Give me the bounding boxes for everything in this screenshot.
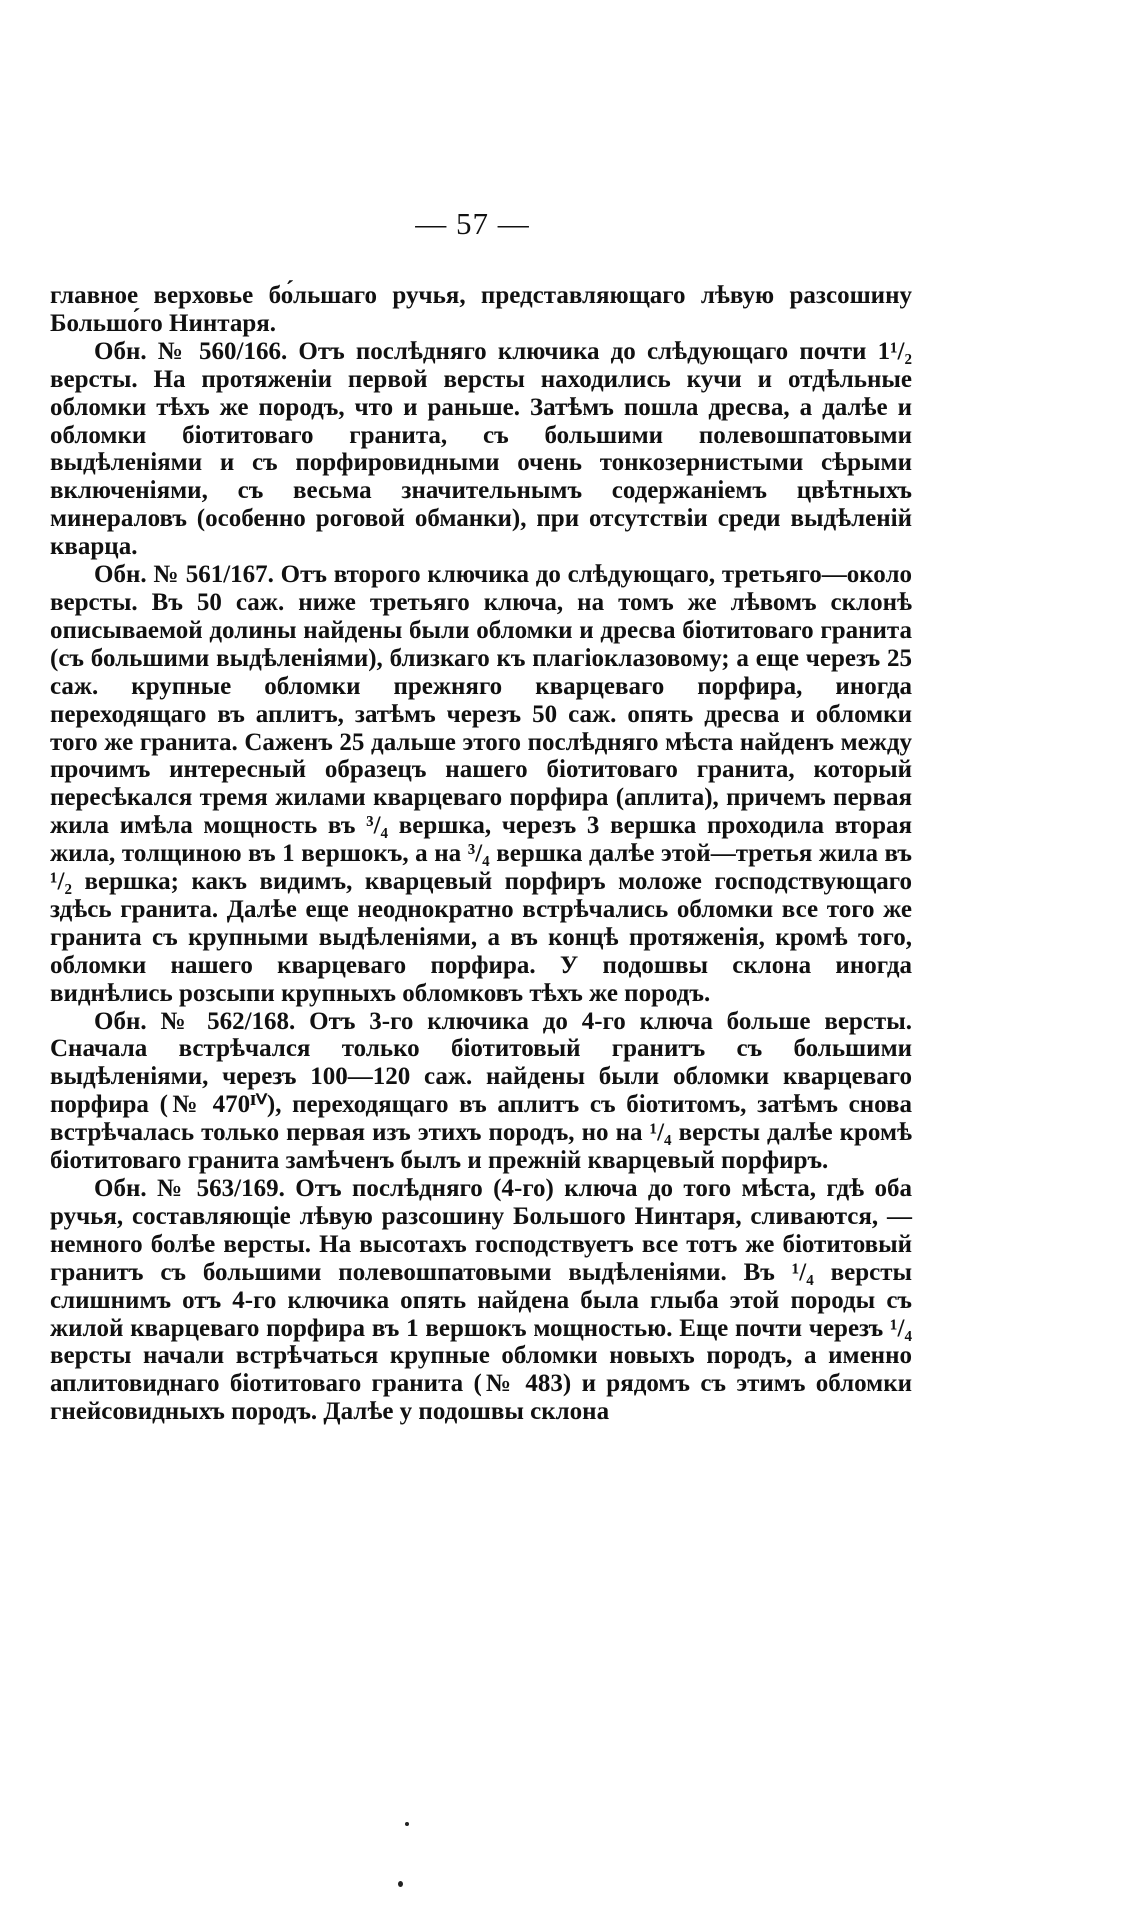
paragraph-obn-560: Обн. № 560/166. Отъ послѣдняго ключика до слѣдующаго почти 1¹/₂ версты. На протяженіи первой версты находились кучи и отдѣльные обломки тѣхъ же породъ, что и раньше. Затѣмъ пошла дресва, а далѣе и обломки біотитоваго гранита, съ большими полевошпатовыми выдѣленіями и съ порфировидными очень тонкозернистыми сѣрыми включеніями, съ весьма значительнымъ содержаніемъ цвѣтныхъ минераловъ (особенно роговой обманки), при отсутствіи среди выдѣленій кварца. [50, 337, 912, 561]
paragraph-obn-561: Обн. № 561/167. Отъ второго ключика до слѣдующаго, третьяго—около версты. Въ 50 саж. ниже третьяго ключа, на томъ же лѣвомъ склонѣ описываемой долины найдены были обломки и дресва біотитоваго гранита (съ большими выдѣленіями), близкаго къ плагіоклазовому; а еще черезъ 25 саж. крупные обломки прежняго кварцеваго порфира, иногда переходящаго въ аплитъ, затѣмъ черезъ 50 саж. опять дресва и обломки того же гранита. Саженъ 25 дальше этого послѣдняго мѣста найденъ между прочимъ интересный образецъ нашего біотитоваго гранита, который пересѣкался тремя жилами кварцеваго порфира (аплита), причемъ первая жила имѣла мощность въ ³/₄ вершка, черезъ 3 вершка проходила вторая жила, толщиною въ 1 вершокъ, а на ³/₄ вершка далѣе этой—третья жила въ ¹/₂ вершка; какъ видимъ, кварцевый порфиръ моложе господствующаго здѣсь гранита. Далѣе еще неоднократно встрѣчались обломки все того же гранита съ крупными выдѣленіями, а въ концѣ протяженія, кромѣ того, обломки нашего кварцеваго порфира. У подошвы склона иногда виднѣлись розсыпи крупныхъ обломковъ тѣхъ же породъ. [50, 561, 912, 1007]
paragraph-continuation: главное верховье бо́льшаго ручья, представляющаго лѣвую разсошину Большо́го Нинтаря. [50, 282, 912, 337]
print-speck [405, 1822, 409, 1826]
paragraph-obn-563: Обн. № 563/169. Отъ послѣдняго (4-го) ключа до того мѣста, гдѣ оба ручья, составляющіе лѣвую разсошину Большого Нинтаря, сливаются, — немного болѣе версты. На высотахъ господствуетъ все тотъ же біотитовый гранитъ съ большими полевошпатовыми выдѣленіями. Въ ¹/₄ версты слишнимъ отъ 4-го ключика опять найдена была глыба этой породы съ жилой кварцеваго порфира въ 1 вершокъ мощностью. Еще почти черезъ ¹/₄ версты начали встрѣчаться крупные обломки новыхъ породъ, а именно аплитовиднаго біотитоваго гранита (№ 483) и рядомъ съ этимъ обломки гнейсовидныхъ породъ. Далѣе у подошвы склона [50, 1175, 912, 1426]
paragraph-obn-562: Обн. № 562/168. Отъ 3-го ключика до 4-го ключа больше версты. Сначала встрѣчался только біотитовый гранитъ съ большими выдѣленіями, черезъ 100—120 саж. найдены были обломки кварцеваго порфира (№ 470ᴵⱽ), переходящаго въ аплитъ съ біотитомъ, затѣмъ снова встрѣчалась только первая изъ этихъ породъ, но на ¹/₄ версты далѣе кромѣ біотитоваго гранита замѣченъ былъ и прежній кварцевый порфиръ. [50, 1007, 912, 1175]
print-speck [398, 1881, 403, 1887]
page-number: — 57 — [415, 206, 530, 241]
body-text [50, 282, 912, 1426]
